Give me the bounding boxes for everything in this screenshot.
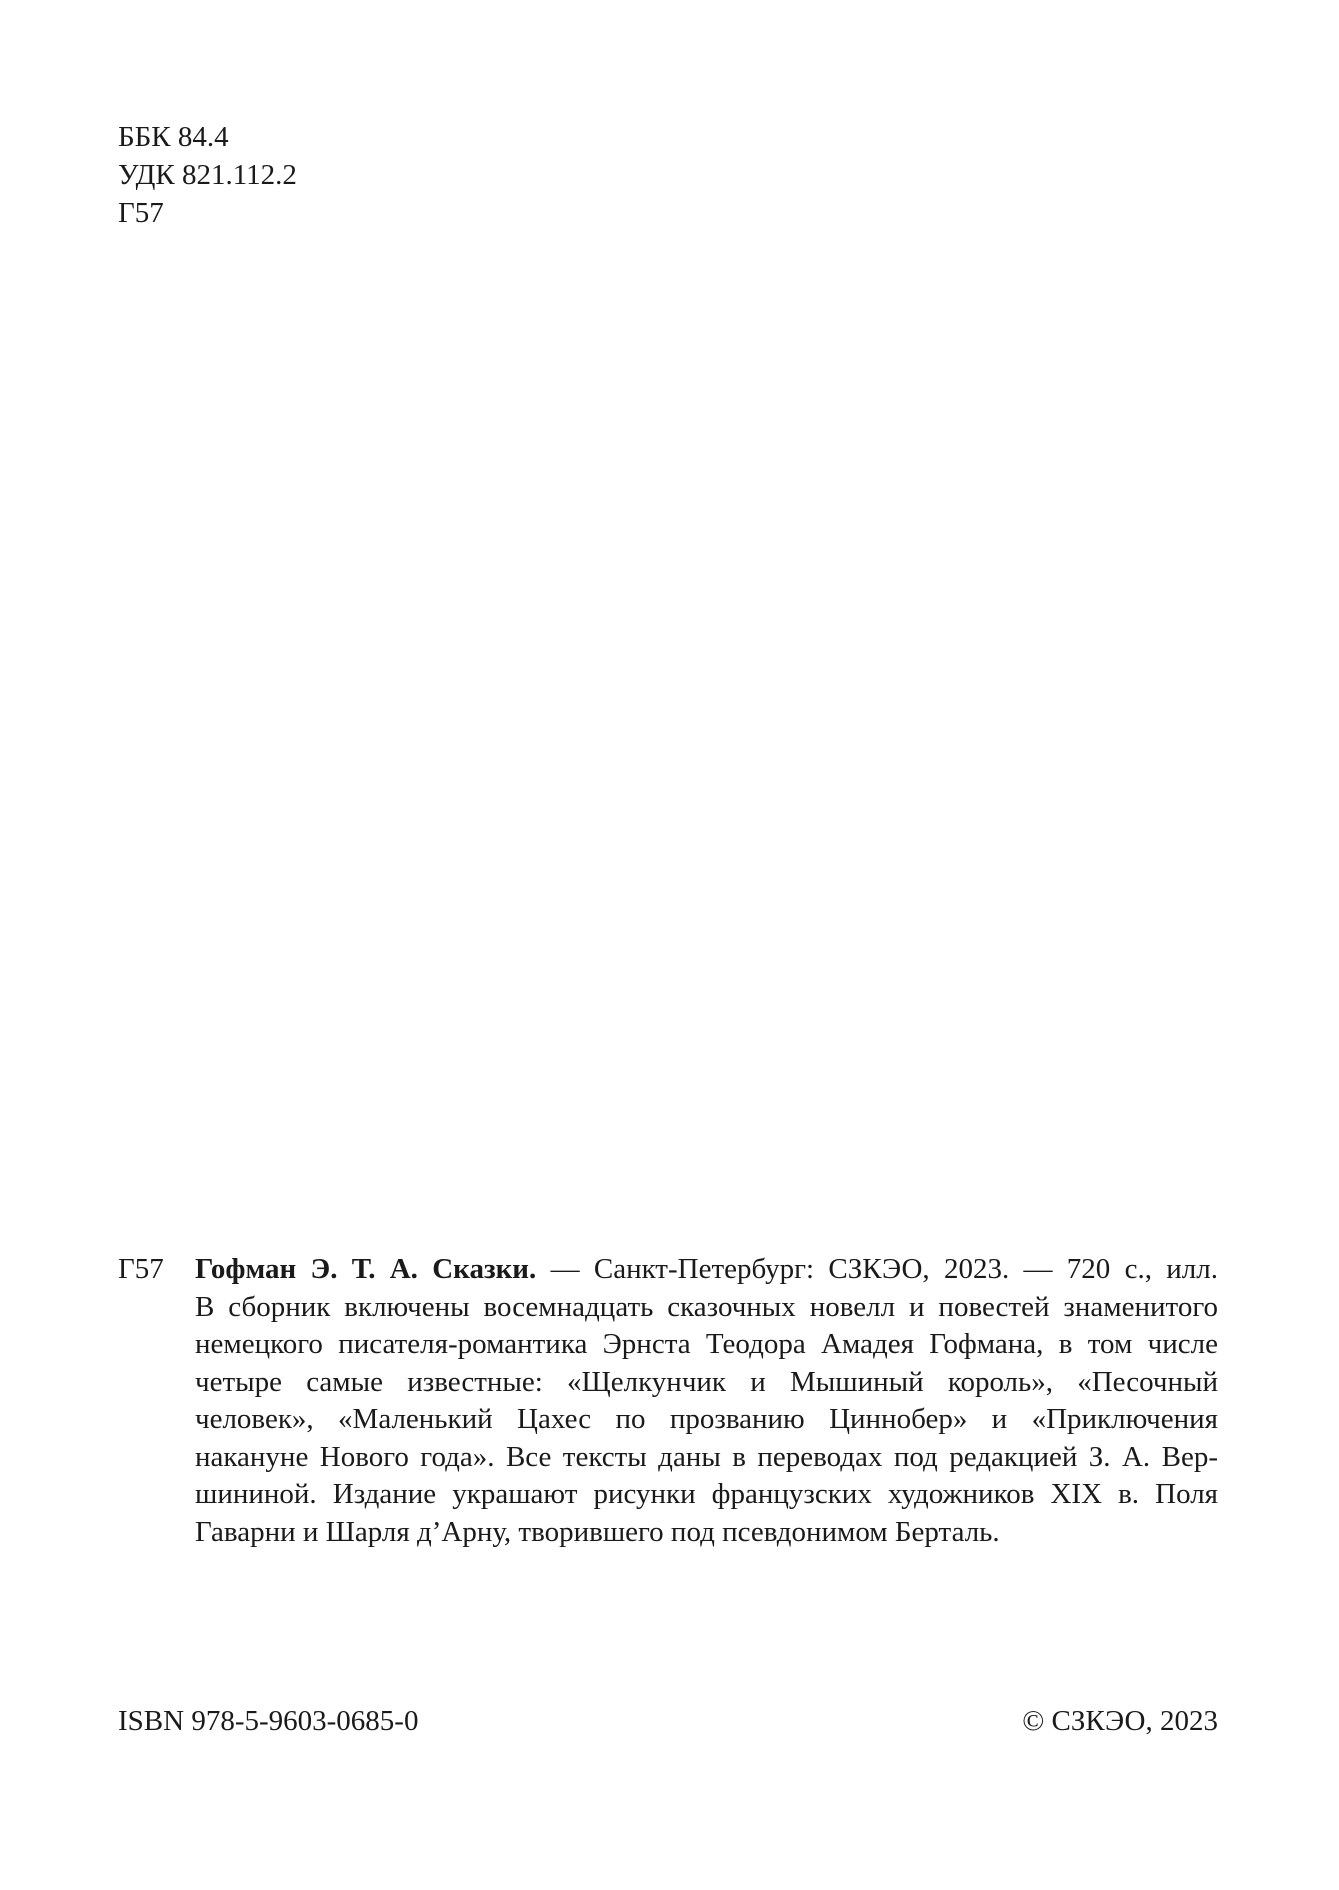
annotation-line: накануне Нового года». Все тексты даны в переводах под редакцией З. А. Вер- bbox=[195, 1440, 1218, 1473]
classification-block bbox=[118, 118, 297, 232]
udk-index: УДК 821.112.2 bbox=[118, 159, 297, 191]
annotation-line: человек», «Маленький Цахес по прозванию Циннобер» и «Приключения bbox=[195, 1403, 1218, 1435]
annotation-line: шининой. Издание украшают рисунки французских художников XIX в. Поля bbox=[195, 1478, 1218, 1510]
annotation-body bbox=[195, 1251, 1218, 1551]
annotation-line: четыре самые известные: «Щелкунчик и Мышиный король», «Песочный bbox=[195, 1365, 1218, 1398]
copyright-notice: © СЗКЭО, 2023 bbox=[1022, 1705, 1218, 1737]
annotation-line: В сборник включены восемнадцать сказочных новелл и повестей знаменитого bbox=[195, 1290, 1218, 1323]
imprint: — Санкт-Петербург: СЗКЭО, 2023. — 720 с., илл. bbox=[536, 1253, 1218, 1285]
book-title: Гофман Э. Т. А. Сказки. bbox=[195, 1253, 537, 1285]
annotation-author-code: Г57 bbox=[118, 1253, 164, 1285]
bibliographic-line bbox=[195, 1251, 1218, 1289]
author-code: Г57 bbox=[118, 197, 164, 229]
bbk-index: ББК 84.4 bbox=[118, 121, 229, 153]
isbn: ISBN 978-5-9603-0685-0 bbox=[118, 1705, 419, 1737]
annotation-line: немецкого писателя-романтика Эрнста Теодора Амадея Гофмана, в том числе bbox=[195, 1328, 1218, 1360]
annotation-line: Гаварни и Шарля д’Арну, творившего под псевдонимом Берталь. bbox=[195, 1515, 1000, 1548]
